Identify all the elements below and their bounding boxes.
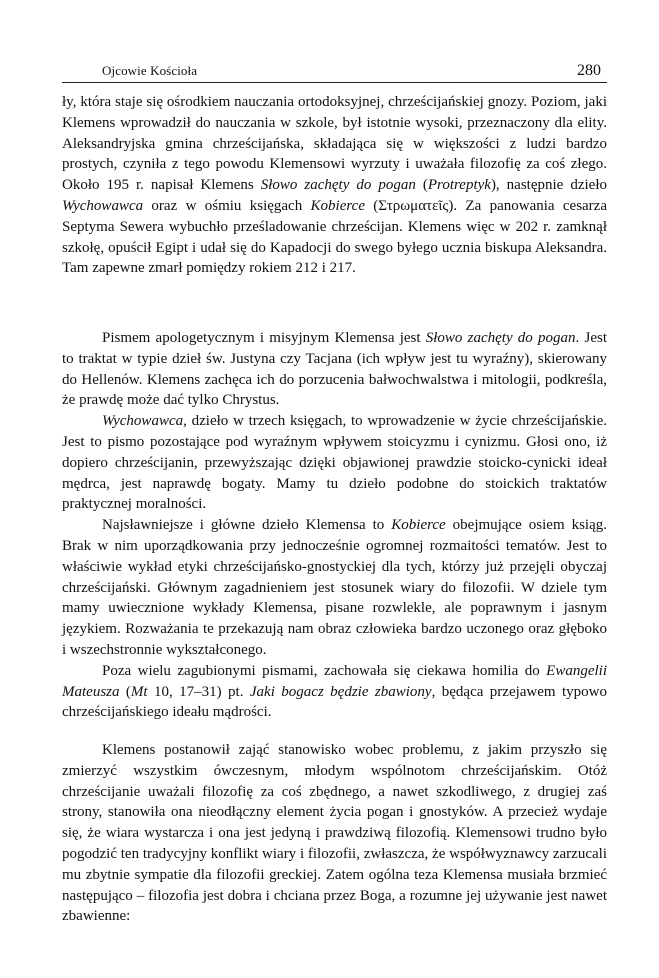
work-title: Jaki bogacz będzie zbawiony [249, 683, 432, 700]
paragraph: Najsławniejsze i główne dzieło Klemensa to Kobierce obejmujące osiem ksiąg. Brak w nim uporządkowania przy jednocześnie ogromnej rozmaitości tematów. Jest to właściwie wykład etyki chrześcijańsko-gnostyckiej dla tych, którzy już przejęli obyczaj chrześcijański. Głównym zagadnieniem jest stosunek wiary do filozofii. W dziele tym mamy uwiecznione wykłady Klemensa, pisane rozwlekle, ale poprawnym i jasnym językiem. Rozważania te przekazują nam obraz człowieka bardzo uczonego oraz głęboko i wszechstronnie wykształconego. [62, 517, 607, 658]
work-title: Wychowawca [62, 197, 144, 214]
paragraph: ły, która staje się ośrodkiem nauczania ortodoksyjnej, chrześcijańskiej gnozy. Poziom, jaki Klemens wprowadził do nauczania w szkole, był istotnie wysoki, przeznaczony dla elity. Aleksandryjska gmina chrześcijańska, składająca się w większości z ludzi bardzo prostych, czyniła z tego powodu Klemensowi wyrzuty i uważała filozofię za coś złego. Około 195 r. napisał Klemens Słowo zachęty do pogan (Protreptyk), następnie dzieło Wychowawca oraz w ośmiu księgach Kobierce (Στρωματεῖς). Za panowania cesarza Septyma Sewera wybuchło prześladowanie chrześcijan. Klemens więc w 202 r. zamknął szkołę, opuścił Egipt i udał się do Kapadocji do swego byłego ucznia biskupa Aleksandra. Tam zapewne zmarł pomiędzy rokiem 212 i 217. [62, 94, 607, 277]
paragraph: Pismem apologetycznym i misyjnym Klemensa jest Słowo zachęty do pogan. Jest to traktat w typie dzieł św. Justyna czy Tacjana (ich wpływ jest tu wyraźny), skierowany do Hellenów. Klemens zachęca ich do porzucenia bałwochwalstwa i mitologii, podkreśla, że prawdę może dać tylko Chrystus. [62, 330, 607, 409]
work-title: Kobierce [391, 517, 446, 534]
work-title: Kobierce [310, 197, 365, 214]
section-3 [62, 740, 607, 927]
work-title: Mt [130, 683, 148, 700]
running-title: Ojcowie Kościoła [102, 63, 198, 78]
running-header [62, 58, 607, 83]
section-1 [62, 92, 607, 279]
work-title: Wychowawca [102, 413, 184, 430]
paragraph: Wychowawca, dzieło w trzech księgach, to wprowadzenie w życie chrześcijańskie. Jest to pismo pozostające pod wyraźnym wpływem stoicyzmu i cynizmu. Głosi ono, iż dopiero chrześcijanin, przewyższając dzięki objawionej prawdzie stoicko-cynicki ideał mędrca, jest naprawdę bogaty. Mamy tu dzieło podobne do stoickich traktatów praktycznej moralności. [62, 413, 607, 513]
paragraph: Klemens postanowił zająć stanowisko wobec problemu, z jakim przyszło się zmierzyć wszystkim ówczesnym, młodym wspólnotom chrześcijańskim. Otóż chrześcijanie uważali filozofię za coś zbędnego, a nawet szkodliwego, z drugiej zaś strony, stanowiła ona nieodłączny element życia pogan i gnostyków. A przecież wydaje się, że wiara wystarcza i ona jest jedyną i prawdziwą filozofią. Klemensowi trudno było pogodzić ten tradycyjny konflikt wiary i filozofii, zwłaszcza, że współwyznawcy zarzucali mu zbytnie sympatie dla filozofii greckiej. Zatem ogólna teza Klemensa musiała brzmieć następująco – filozofia jest dobra i chciana przez Boga, a rozumne jej używanie jest nawet zbawienne: [62, 742, 607, 925]
section-2 [62, 328, 607, 723]
work-title: Ewangelii Mateusza [62, 662, 607, 700]
work-title: Protreptyk [427, 177, 491, 194]
page-number: 280 [577, 62, 601, 79]
work-title: Słowo zachęty do pogan [260, 177, 416, 194]
work-title: Słowo zachęty do pogan [425, 330, 576, 346]
paragraph: Poza wielu zagubionymi pismami, zachowała się ciekawa homilia do Ewangelii Mateusza (Mt 10, 17–31) pt. Jaki bogacz będzie zbawiony, będąca przejawem typowo chrześcijańskiego ideału mądrości. [62, 662, 607, 721]
